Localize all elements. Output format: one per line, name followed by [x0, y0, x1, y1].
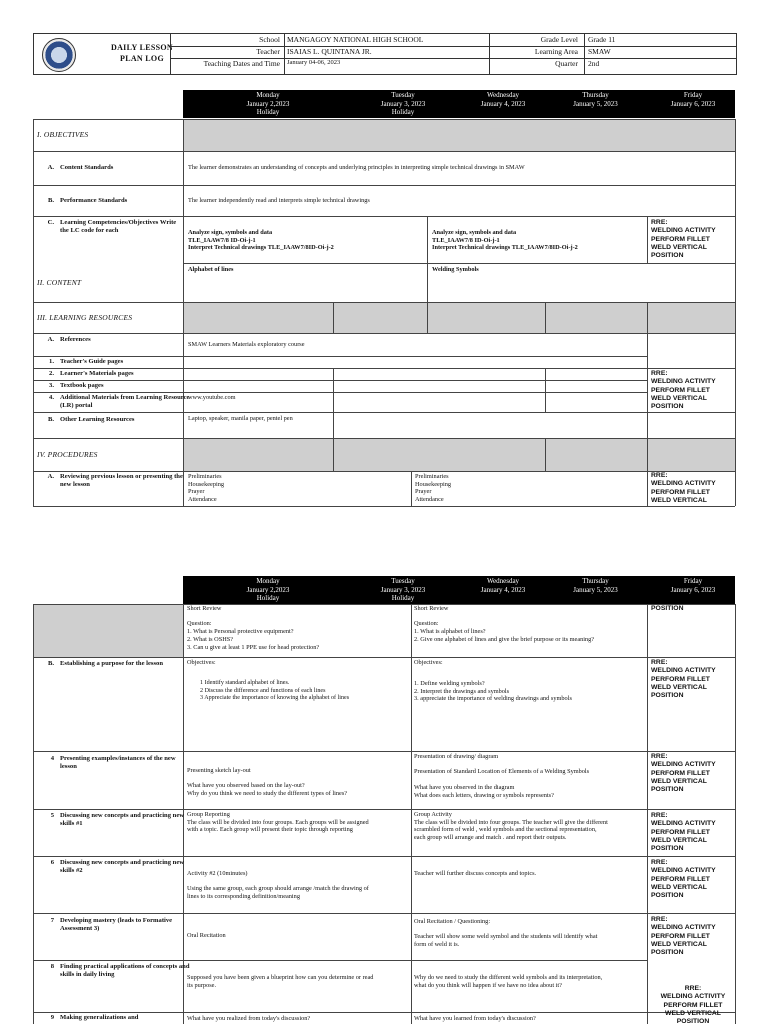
application-wednesday: Why do we need to study the different weld symbols and its interpretation, what do you think will happen if we have no idea about it?	[414, 974, 603, 989]
label-practical-applications: 8 Finding practical applications of concepts and skills in daily living	[50, 963, 190, 978]
day-name: Friday	[683, 91, 703, 99]
teacher-label: Teacher	[256, 47, 280, 56]
day-monday	[223, 91, 313, 117]
day-wednesday	[458, 91, 548, 108]
day-name: Thursday	[582, 577, 609, 585]
school-value: MANGAGOY NATIONAL HIGH SCHOOL	[287, 35, 424, 44]
friday-rre-2: RRE: WELDING ACTIVITY PERFORM FILLET WELD VERTICAL POSITION	[651, 370, 716, 411]
day-date: January 4, 2023	[480, 585, 526, 594]
objectives-list-wednesday: 1. Define welding symbols? 2. Interpret the drawings and symbols 3. appreciate the importance of welding drawings and symbols	[414, 680, 572, 703]
header-table	[33, 33, 737, 75]
review-monday: Preliminaries Housekeeping Prayer Attendance	[188, 473, 225, 504]
label-purpose: B. Establishing a purpose for the lesson	[47, 660, 164, 667]
day-wednesday	[458, 577, 548, 594]
label-competencies: C. Learning Competencies/Objectives Write the LC code for each	[47, 219, 177, 234]
area-value: SMAW	[588, 47, 611, 56]
examples-wednesday: Presentation of drawing/ diagram Presentation of Standard Location of Elements of a Welding Symbols What have you observed in the diagram What does each letters, drawing or symbols represents?	[414, 753, 590, 799]
dates-label: Teaching Dates and Time	[203, 59, 280, 68]
day-note: Holiday	[256, 594, 280, 602]
objectives-list-monday: 1 Identify standard alphabet of lines. 2 Discuss the difference and functions of each lines 3 Appreciate the importance of knowing the alphabet of lines	[200, 680, 350, 702]
day-name: Tuesday	[391, 577, 415, 585]
title-line-1: DAILY LESSON	[111, 43, 173, 52]
label-lr-portal: 4. Additional Materials from Learning Resource (LR) portal	[49, 394, 190, 409]
title-line-2: PLAN LOG	[120, 54, 164, 63]
day-name: Monday	[256, 577, 280, 585]
section-resources: III. LEARNING RESOURCES	[37, 313, 133, 322]
day-date: January 6, 2023	[670, 585, 716, 594]
day-date: January 2,2023	[246, 99, 290, 108]
label-discussing-2: 6 Discussing new concepts and practicing new skills #2	[50, 859, 185, 874]
day-name: Wednesday	[486, 577, 520, 585]
short-review-wednesday: Short Review Question: 1. What is alphabet of lines? 2. Give one alphabet of lines and give the brief purpose or its meaning?	[414, 605, 595, 643]
day-friday	[651, 91, 735, 108]
label-performance-standards: B. Performance Standards	[47, 197, 128, 204]
discussing1-wednesday: Group Activity The class will be divided into four groups. The teacher will give the different scrambled form of weld , weld symbols and the sectional representation, each group will arrange and match . and report their outputs.	[414, 811, 608, 842]
mastery-monday: Oral Recitation	[187, 932, 226, 939]
day-name: Monday	[256, 91, 280, 99]
section-content: II. CONTENT	[37, 278, 82, 287]
label-discussing-1: 5 Discussing new concepts and practicing new skills #1	[50, 812, 185, 827]
short-review-monday: Short Review Question: 1. What is Personal protective equipment? 2. What is OSHS? 3. Can u give at least 1 PPE use for head protection?	[187, 605, 320, 651]
references-text: SMAW Learners Materials exploratory course	[188, 341, 305, 348]
section-objectives: I. OBJECTIVES	[37, 130, 89, 139]
day-thursday	[548, 91, 643, 108]
review-wednesday: Preliminaries Housekeeping Prayer Attendance	[415, 473, 452, 504]
friday-rre-6: RRE: WELDING ACTIVITY PERFORM FILLET WELD VERTICAL POSITION	[651, 812, 716, 853]
friday-rre-4: RRE: WELDING ACTIVITY PERFORM FILLET WELD VERTICAL POSITION	[651, 659, 716, 700]
discussing1-monday: Group Reporting The class will be divided into four groups. Each groups will be assigned with a topic. Each group will present their topic through reporting	[187, 811, 369, 834]
day-note: Holiday	[391, 594, 415, 602]
deped-seal-icon	[42, 38, 76, 72]
day-note: Holiday	[391, 108, 415, 116]
other-resources-text: Laptop, speaker, manila paper, pentel pen	[188, 415, 293, 422]
day-name: Friday	[683, 577, 703, 585]
grade-value: Grade 11	[588, 35, 616, 44]
day-note: Holiday	[256, 108, 280, 116]
examples-monday: Presenting sketch lay-out What have you observed based on the lay-out? Why do you think we need to study the different types of lines?	[187, 767, 348, 798]
generalization-monday: What have you realized from today's discussion?	[187, 1015, 311, 1022]
quarter-value: 2nd	[588, 59, 600, 68]
day-date: January 6, 2023	[670, 99, 716, 108]
day-date: January 5, 2023	[573, 99, 618, 108]
competency-monday: Analyze sign, symbols and data TLE_IAAW7/8 ID-Oi-j-1 Interpret Technical drawings TLE_IAAW7/8ID-Oi-j-2	[188, 229, 334, 252]
friday-rre-5: RRE: WELDING ACTIVITY PERFORM FILLET WELD VERTICAL POSITION	[651, 753, 716, 794]
lr-portal-text: www.youtube.com	[188, 394, 236, 401]
school-label: School	[259, 35, 280, 44]
day-name: Wednesday	[486, 91, 520, 99]
mastery-wednesday: Oral Recitation / Questioning: Teacher will show some weld symbol and the students will identify what form of weld it is.	[414, 918, 598, 949]
label-textbook: 3. Textbook pages	[49, 382, 104, 389]
generalization-wednesday: What have you learned from today's discussion?	[414, 1015, 536, 1022]
friday-rre-9: RRE: WELDING ACTIVITY PERFORM FILLET WELD VERTICAL POSITION	[660, 985, 726, 1026]
day-date: January 2,2023	[246, 585, 290, 594]
label-other-resources: B. Other Learning Resources	[47, 416, 135, 423]
section-procedures: IV. PROCEDURES	[37, 450, 98, 459]
application-monday: Supposed you have been given a blueprint how can you determine or read its purpose.	[187, 974, 374, 989]
performance-standard-text: The learner independently read and interprets simple technical drawings	[188, 197, 370, 204]
teacher-value: ISAIAS L. QUINTANA JR.	[287, 47, 372, 56]
dates-value: January 04-06, 2023	[287, 59, 341, 66]
label-reviewing: A. Reviewing previous lesson or presenting the new lesson	[47, 473, 183, 488]
day-header-2	[183, 576, 735, 604]
label-presenting-examples: 4 Presenting examples/instances of the new lesson	[50, 755, 176, 770]
day-thursday	[548, 577, 643, 594]
content-standard-text: The learner demonstrates an understanding of concepts and underlying principles in interpreting simple technical drawings in SMAW	[188, 164, 525, 171]
grade-label: Grade Level	[540, 35, 578, 44]
friday-rre-1: RRE: WELDING ACTIVITY PERFORM FILLET WELD VERTICAL POSITION	[651, 219, 716, 260]
friday-position: POSITION	[651, 605, 684, 612]
objectives-title-monday: Objectives:	[187, 659, 216, 666]
discussing2-wednesday: Teacher will further discuss concepts and topics.	[414, 870, 537, 877]
label-developing-mastery: 7 Developing mastery (leads to Formative Assessment 3)	[50, 917, 173, 932]
discussing2-monday: Activity #2 (10minutes) Using the same group, each group should arrange /match the drawing of lines to its corresponding definition/meaning	[187, 870, 369, 901]
quarter-label: Quarter	[555, 59, 578, 68]
friday-rre-8: RRE: WELDING ACTIVITY PERFORM FILLET WELD VERTICAL POSITION	[651, 916, 716, 957]
day-monday	[223, 577, 313, 603]
area-label: Learning Area	[534, 47, 578, 56]
day-date: January 3, 2023	[380, 585, 426, 594]
content-wednesday: Welding Symbols	[432, 266, 479, 273]
label-learners-materials: 2. Learner's Materials pages	[49, 370, 134, 377]
label-generalizations: 9 Making generalizations and	[50, 1014, 139, 1021]
label-teachers-guide: 1. Teacher's Guide pages	[49, 358, 124, 365]
friday-rre-3: RRE: WELDING ACTIVITY PERFORM FILLET WELD VERTICAL	[651, 472, 716, 504]
day-friday	[651, 577, 735, 594]
day-date: January 4, 2023	[480, 99, 526, 108]
objectives-title-wednesday: Objectives:	[414, 659, 443, 666]
day-tuesday	[358, 91, 448, 117]
day-date: January 5, 2023	[573, 585, 618, 594]
friday-rre-7: RRE: WELDING ACTIVITY PERFORM FILLET WELD VERTICAL POSITION	[651, 859, 716, 900]
day-name: Tuesday	[391, 91, 415, 99]
content-monday: Alphabet of lines	[188, 266, 234, 273]
competency-wednesday: Analyze sign, symbols and data TLE_IAAW7/8 ID-Oi-j-1 Interpret Technical drawings TLE_IAAW7/8ID-Oi-j-2	[432, 229, 578, 252]
day-name: Thursday	[582, 91, 609, 99]
label-content-standards: A. Content Standards	[47, 164, 114, 171]
day-tuesday	[358, 577, 448, 603]
label-references: A. References	[47, 336, 91, 343]
day-date: January 3, 2023	[380, 99, 426, 108]
day-header-1	[183, 90, 735, 118]
